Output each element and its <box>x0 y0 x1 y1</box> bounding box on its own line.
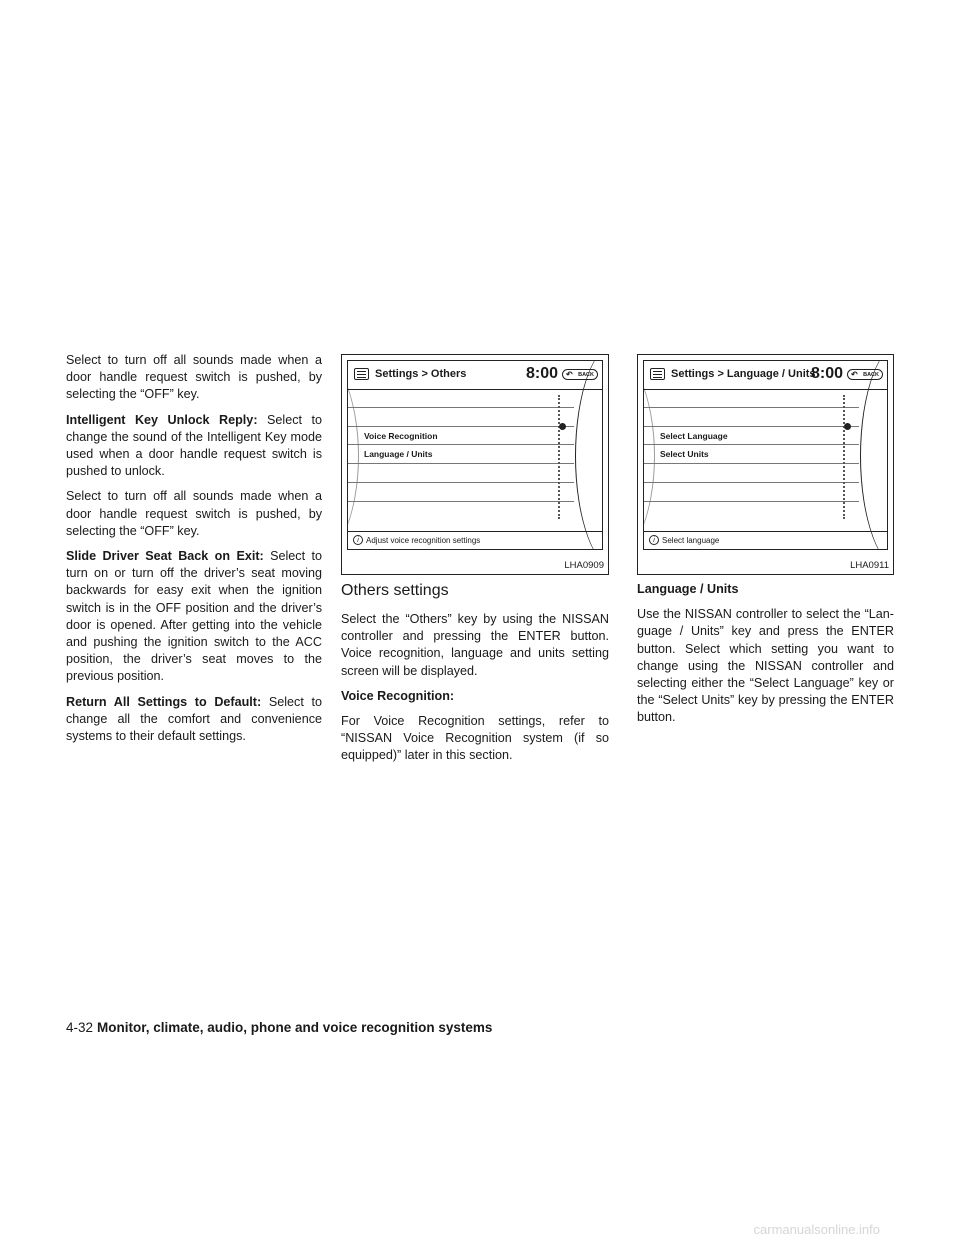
scrollbar-knob[interactable] <box>559 423 566 430</box>
menu-row-empty <box>644 408 859 427</box>
back-arrow-icon: ↶ <box>566 370 573 379</box>
menu-row-empty <box>644 464 859 483</box>
paragraph-voice-recognition: For Voice Recognition settings, refer to “NISSAN Voice Recognition system (if so equipped)” later in this section. <box>341 714 609 763</box>
desc-slide-driver-seat: Select to turn on or turn off the driver’s seat moving backwards for easy exit when the ignition switch is in the OFF position and the driver’s door is opened. After getting into the vehicle and pushing the ignition switch to the ACC position, the driver’s seat moves to the previous position. <box>66 549 322 684</box>
back-label: BACK <box>578 372 594 378</box>
term-intelligent-key-unlock-reply: Intelligent Key Unlock Reply: <box>66 412 258 427</box>
section-heading-others-settings: Others settings <box>341 582 449 599</box>
column-middle <box>341 581 609 773</box>
back-label: BACK <box>863 372 879 378</box>
screen-language-units <box>643 360 888 550</box>
screen-others <box>347 360 603 550</box>
paragraph-off-sounds-1: Select to turn off all sounds made when a door handle request switch is pushed, by selecting the “OFF” key. <box>66 353 322 402</box>
menu-row-empty <box>348 502 574 521</box>
column-left <box>66 352 322 753</box>
chapter-title: Monitor, climate, audio, phone and voice recognition systems <box>97 1020 493 1035</box>
desc-intelligent-key-unlock-reply: Select to change the sound of the Intelligent Key mode used when a door handle request switch is pushed to unlock. <box>66 412 322 479</box>
scrollbar-knob[interactable] <box>844 423 851 430</box>
paragraph-slide-seat <box>66 548 322 686</box>
column-right <box>637 581 894 735</box>
page-footer <box>66 1020 492 1035</box>
menu-item-language-units[interactable]: Language / Units <box>348 445 574 464</box>
paragraph-intelligent-key <box>66 412 322 481</box>
screen-title: Settings > Others <box>375 368 467 380</box>
menu-list <box>348 389 574 531</box>
term-return-all-settings: Return All Settings to Default: <box>66 694 262 709</box>
subheading-voice-recognition: Voice Recognition: <box>341 688 455 703</box>
screen-header <box>348 361 602 390</box>
back-arrow-icon: ↶ <box>851 370 858 379</box>
desc-return-all-settings: Select to change all the comfort and convenience systems to their default settings. <box>66 694 322 744</box>
term-slide-driver-seat: Slide Driver Seat Back on Exit: <box>66 549 264 564</box>
menu-icon <box>354 368 369 380</box>
figure-code: LHA0911 <box>850 560 889 571</box>
screen-footer <box>644 531 887 549</box>
scrollbar-track[interactable] <box>558 395 562 519</box>
screen-footer <box>348 531 602 549</box>
scrollbar-track[interactable] <box>843 395 847 519</box>
menu-item-select-units[interactable]: Select Units <box>644 445 859 464</box>
subheading-language-units: Language / Units <box>637 582 739 596</box>
figure-language-units-screen <box>637 354 894 575</box>
menu-icon <box>650 368 665 380</box>
menu-row-empty <box>348 389 574 408</box>
clock: 8:00 <box>525 365 558 382</box>
menu-row-empty <box>644 389 859 408</box>
watermark: carmanualsonline.info <box>753 1222 880 1237</box>
menu-row-empty <box>644 502 859 521</box>
menu-row-empty <box>644 483 859 502</box>
screen-header <box>644 361 887 390</box>
info-icon: i <box>649 535 659 545</box>
menu-row-empty <box>348 408 574 427</box>
clock: 8:00 <box>810 365 843 382</box>
paragraph-off-sounds-2: Select to turn off all sounds made when a door handle request switch is pushed, by selecting the “OFF” key. <box>66 489 322 538</box>
paragraph-return-defaults <box>66 694 322 746</box>
paragraph-language-units: Use the NISSAN controller to select the “Lan-guage / Units” key and press the ENTER button. Select which setting you want to change using the NISSAN controller and selecting either the “Select Language” key or the “Select Units” key by pressing the ENTER button. <box>637 607 894 725</box>
menu-row-empty <box>348 483 574 502</box>
menu-list <box>644 389 859 531</box>
figure-others-settings-screen <box>341 354 609 575</box>
figure-code: LHA0909 <box>564 560 604 571</box>
info-icon: i <box>353 535 363 545</box>
menu-item-voice-recognition[interactable]: Voice Recognition <box>348 427 574 446</box>
menu-item-select-language[interactable]: Select Language <box>644 427 859 446</box>
help-text: Adjust voice recognition settings <box>366 536 481 545</box>
menu-row-empty <box>348 464 574 483</box>
page-number: 4-32 <box>66 1020 94 1035</box>
help-text: Select language <box>662 536 720 545</box>
screen-title: Settings > Language / Units <box>671 368 816 380</box>
paragraph-others-intro: Select the “Others” key by using the NISSAN controller and pressing the ENTER button. Voice recognition, language and units setting screen will be displayed. <box>341 612 609 678</box>
